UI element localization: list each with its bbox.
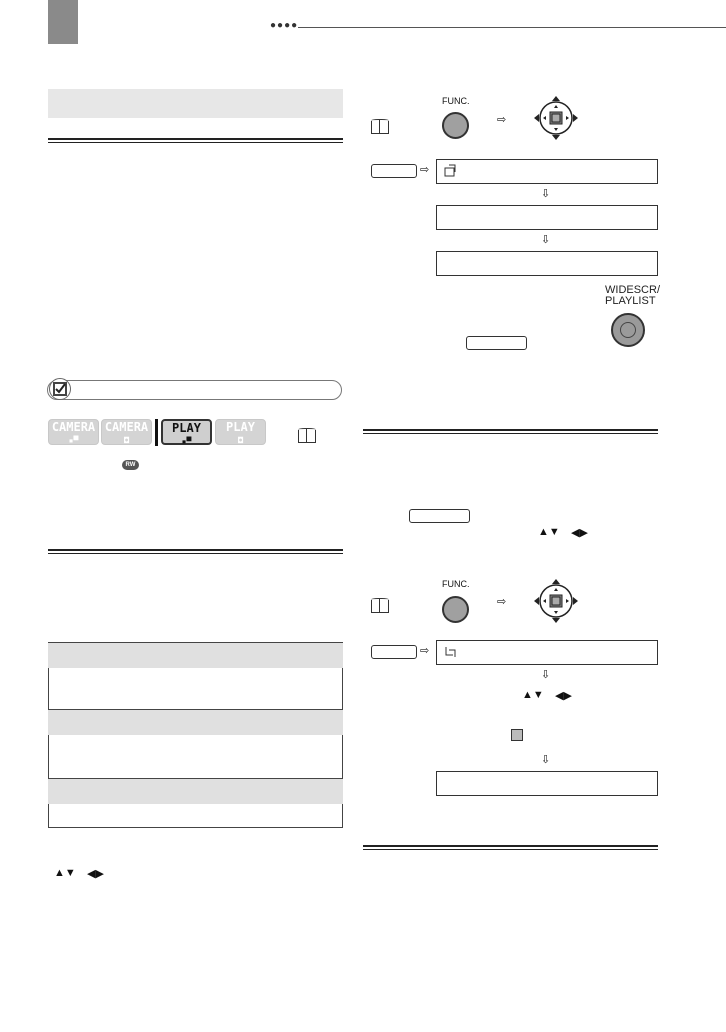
arrow-down-icon: ⇩ [541,669,551,681]
arrow-right-icon: ⇨ [420,164,430,176]
book-icon [298,430,316,443]
table-header-2 [48,710,343,735]
label-line-1: WIDESCR/ [605,284,660,296]
joystick-icon [531,576,579,624]
left-right-arrows-icon: ◀▶ [571,527,588,539]
arrow-right-icon: ⇨ [497,114,507,126]
label-line-2: PLAYLIST [605,295,656,307]
up-down-arrows-icon: ▲▼ [54,867,76,879]
func-button-icon [442,112,469,139]
menu-step-box-2 [436,205,658,230]
menu-step-box-1 [436,159,658,184]
play-button-label-box [409,509,470,523]
mode-divider [155,419,158,446]
book-icon [371,121,389,134]
mode-label: PLAY [172,421,201,435]
arrow-down-icon: ⇩ [541,234,551,246]
func-button-icon [442,596,469,623]
rw-disc-badge: RW [122,460,139,470]
mode-label: CAMERA [51,420,96,434]
mode-play-movie [161,419,212,445]
chapter-tab [48,0,78,44]
mode-label: CAMERA [104,420,149,434]
movie-icon: ▪▀ [68,436,79,445]
camera-icon: ◘ [124,436,129,445]
menu-step-box-3 [436,251,658,276]
set-button-icon [511,729,523,741]
header-rule [298,27,726,28]
arrow-right-icon: ⇨ [420,645,430,657]
checklist-bar [47,380,342,400]
header-dots: ●●●● [270,20,299,31]
arrow-right-icon: ⇨ [497,596,507,608]
widescr-playlist-label [605,285,660,307]
section-rule-1 [48,138,343,143]
playlist-menu-icon [443,164,459,183]
table-header-3 [48,779,343,804]
func-label: FUNC. [442,96,470,106]
arrow-down-icon: ⇩ [541,188,551,200]
func-label: FUNC. [442,579,470,589]
section-rule-4 [363,845,658,850]
play-button-label-box [466,336,527,350]
mode-camera-photo [101,419,152,445]
joystick-icon [531,93,579,141]
arrow-down-icon: ⇩ [541,754,551,766]
mode-camera-movie [48,419,99,445]
menu-button-icon [371,164,417,178]
section-rule-3 [363,429,658,434]
mode-play-photo [215,419,266,445]
move-scene-menu-icon [443,645,459,664]
section-title-bar [48,89,343,118]
menu-step-box-5 [436,771,658,796]
left-right-arrows-icon: ◀▶ [87,868,104,880]
mode-label: PLAY [226,420,255,434]
button-inner-ring [620,322,636,338]
book-icon [371,600,389,613]
menu-button-icon [371,645,417,659]
camera-icon: ◘ [238,436,243,445]
checkbox-icon [52,381,68,402]
movie-icon: ▪▀ [181,437,192,446]
menu-step-box-4 [436,640,658,665]
table-header-1 [48,643,343,668]
up-down-arrows-icon: ▲▼ [522,689,544,701]
up-down-arrows-icon: ▲▼ [538,526,560,538]
left-right-arrows-icon: ◀▶ [555,690,572,702]
section-rule-2 [48,549,343,554]
